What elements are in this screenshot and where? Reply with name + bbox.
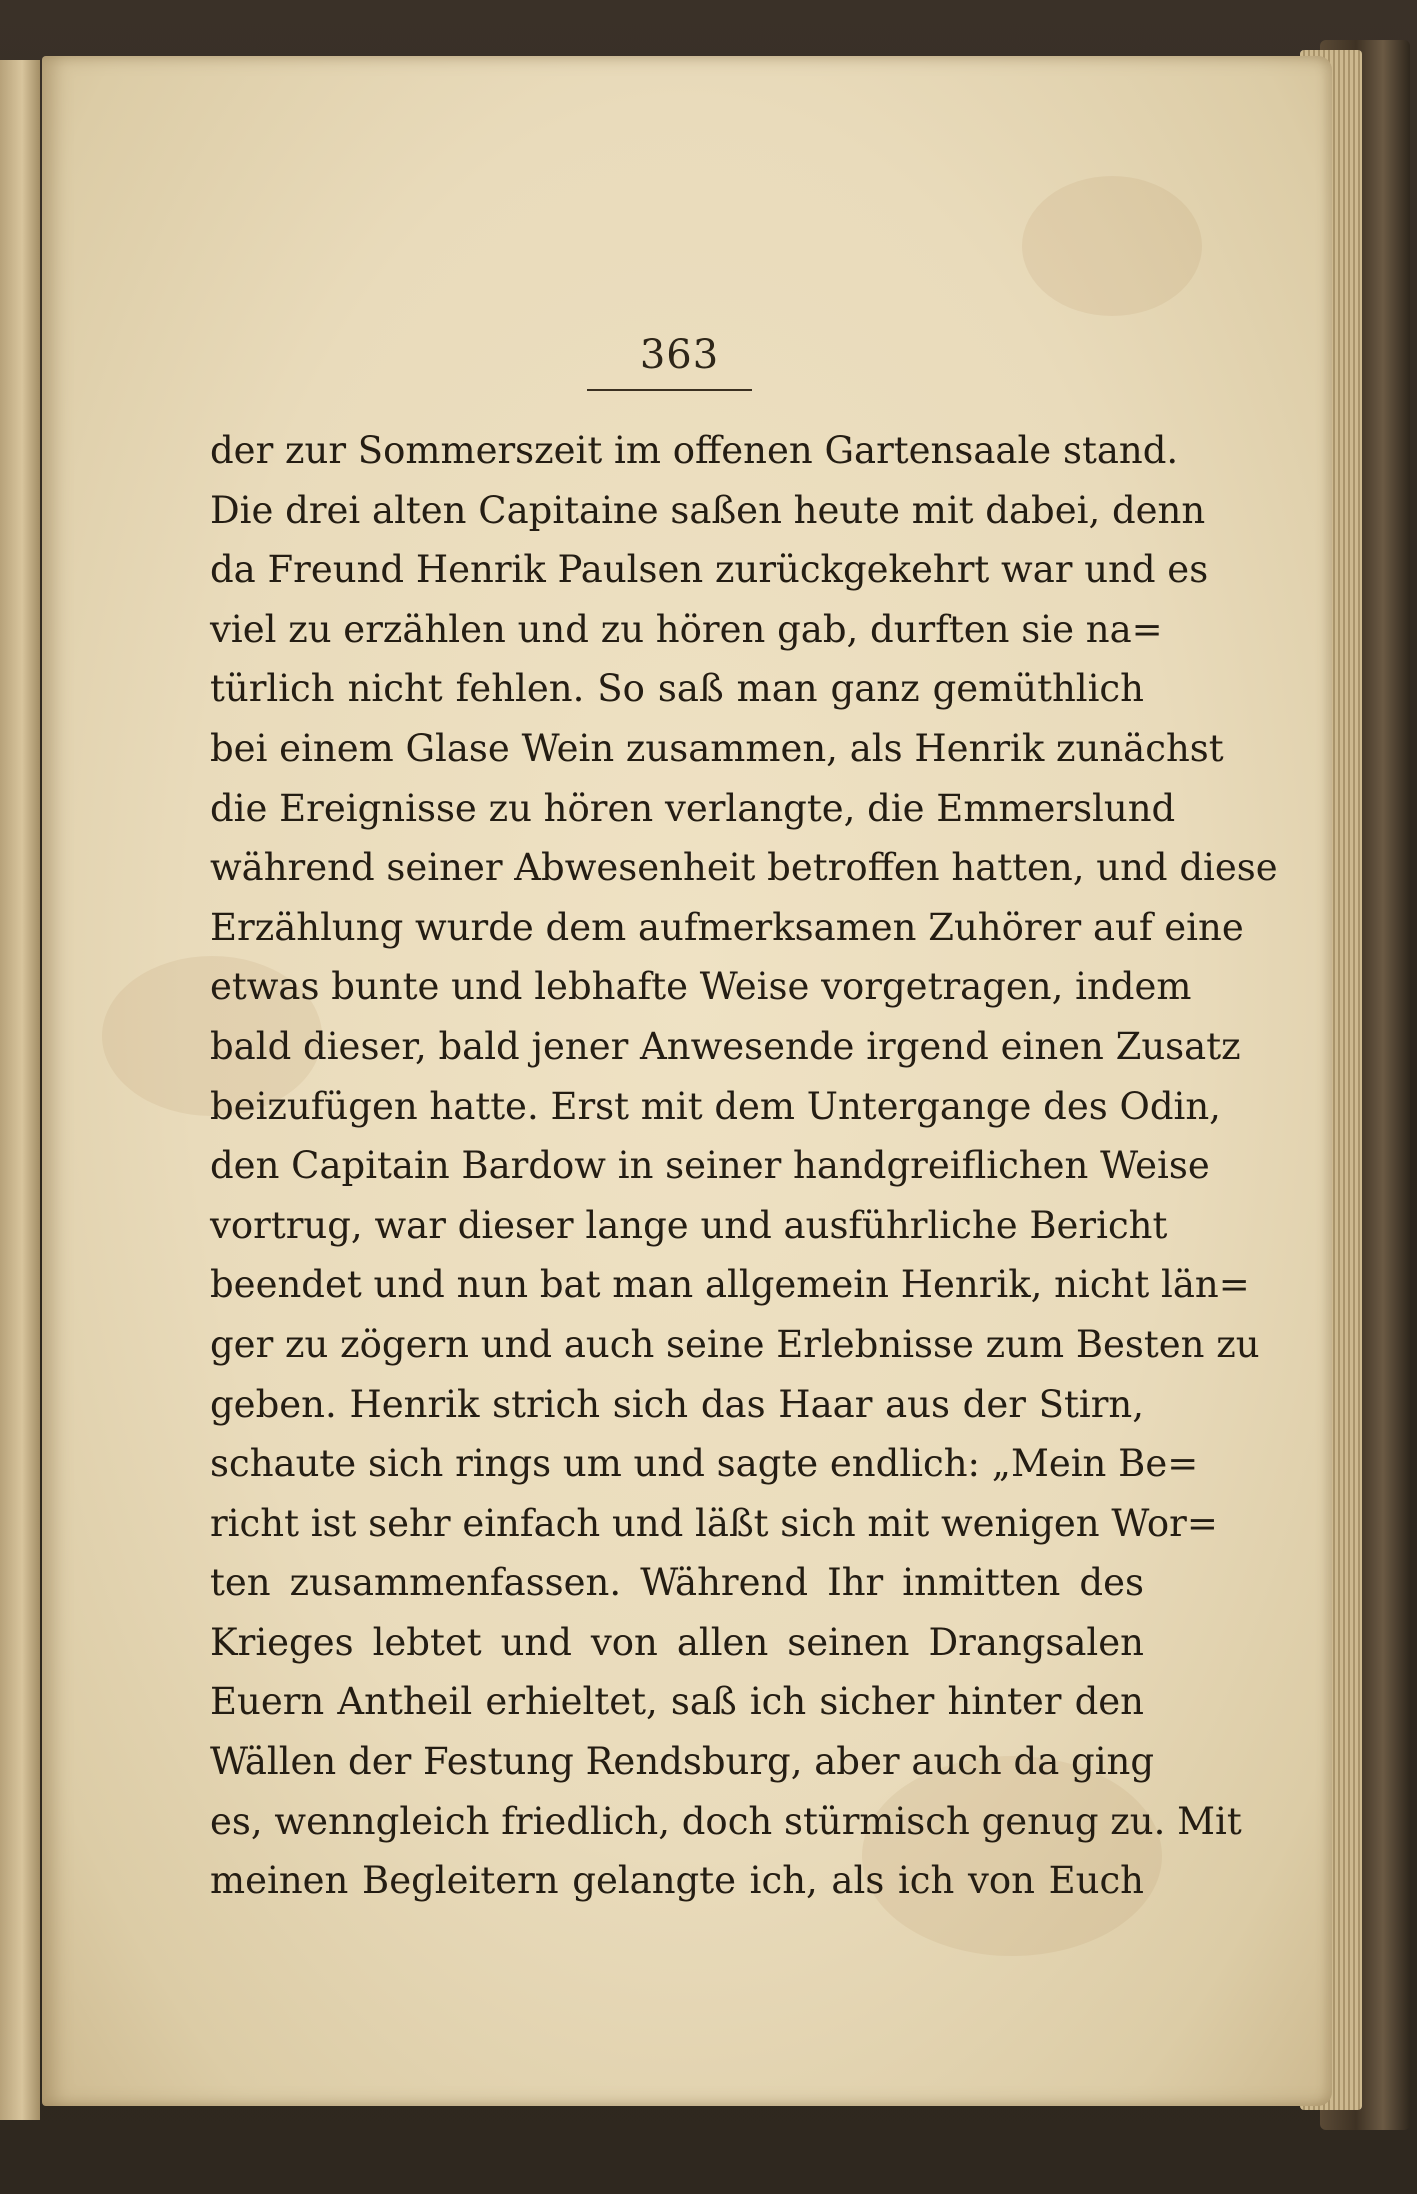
text-line: es, wenngleich friedlich, doch stürmisch genug zu. Mit — [210, 1799, 1242, 1843]
book-page — [42, 56, 1332, 2106]
text-line: beendet und nun bat man allgemein Henrik, nicht län= — [210, 1263, 1250, 1307]
text-line: die Ereignisse zu hören verlangte, die Emmerslund — [210, 786, 1176, 830]
body-text — [210, 421, 1278, 1911]
facing-page-edge — [0, 60, 40, 2120]
text-line: Wällen der Festung Rendsburg, aber auch da ging — [210, 1740, 1155, 1784]
text-line: türlich nicht fehlen. So saß man ganz gemüthlich — [210, 667, 1144, 711]
text-line: Euern Antheil erhieltet, saß ich sicher hinter den — [210, 1680, 1144, 1724]
page-number: 363 — [639, 332, 720, 378]
text-line: beizufügen hatte. Erst mit dem Untergange des Odin, — [210, 1084, 1221, 1128]
text-line: richt ist sehr einfach und läßt sich mit wenigen Wor= — [210, 1501, 1218, 1545]
text-line: Die drei alten Capitaine saßen heute mit dabei, denn — [210, 488, 1206, 532]
text-line: vortrug, war dieser lange und ausführliche Bericht — [210, 1203, 1168, 1247]
text-line: meinen Begleitern gelangte ich, als ich von Euch — [210, 1859, 1144, 1903]
text-line: etwas bunte und lebhafte Weise vorgetragen, indem — [210, 965, 1192, 1009]
text-line: den Capitain Bardow in seiner handgreiflichen Weise — [210, 1144, 1210, 1188]
text-line: schaute sich rings um und sagte endlich: „Mein Be= — [210, 1442, 1199, 1486]
text-line: während seiner Abwesenheit betroffen hatten, und diese — [210, 846, 1278, 890]
text-line: bei einem Glase Wein zusammen, als Henrik zunächst — [210, 726, 1224, 770]
text-line: bald dieser, bald jener Anwesende irgend einen Zusatz — [210, 1024, 1241, 1068]
text-line: geben. Henrik strich sich das Haar aus der Stirn, — [210, 1382, 1144, 1426]
page-number-rule — [587, 389, 752, 391]
text-line: da Freund Henrik Paulsen zurückgekehrt war und es — [210, 548, 1209, 592]
text-line: der zur Sommerszeit im offenen Gartensaale stand. — [210, 429, 1179, 472]
text-line: ger zu zögern und auch seine Erlebnisse zum Besten zu — [210, 1322, 1260, 1366]
text-line: Erzählung wurde dem aufmerksamen Zuhörer auf eine — [210, 905, 1244, 949]
text-line: Krieges lebtet und von allen seinen Drangsalen — [210, 1620, 1144, 1664]
text-line: viel zu erzählen und zu hören gab, durften sie na= — [210, 607, 1163, 651]
paper-stain — [1022, 176, 1202, 316]
text-line: ten zusammenfassen. Während Ihr inmitten des — [210, 1561, 1144, 1605]
